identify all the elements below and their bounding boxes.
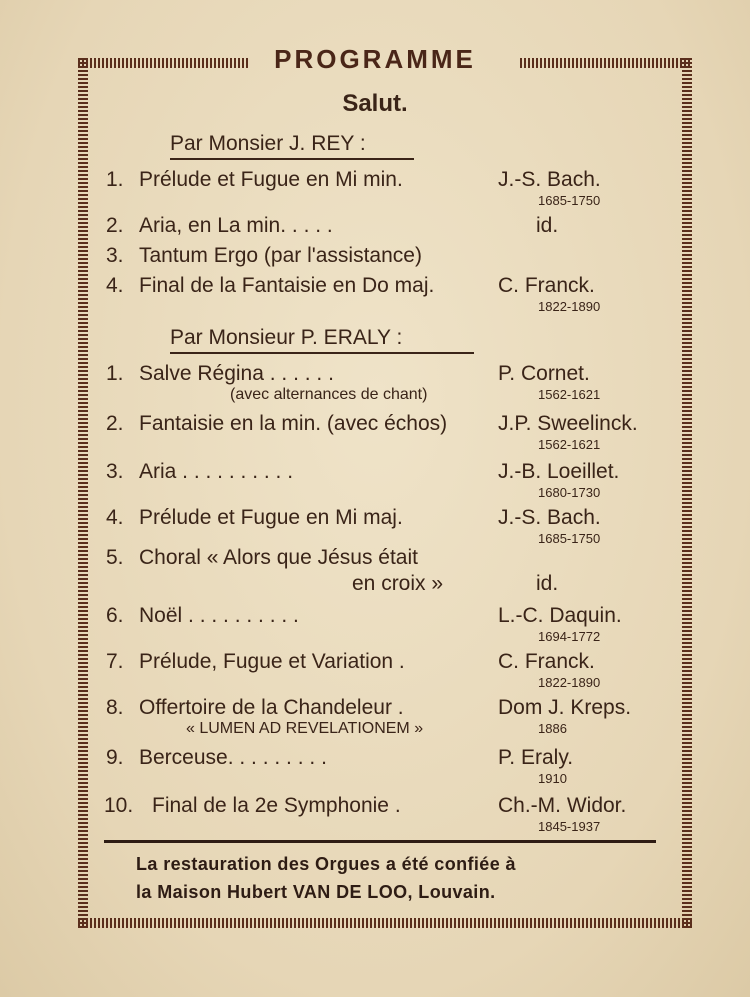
item-number: 4. bbox=[106, 274, 124, 297]
item-dates: 1562-1621 bbox=[538, 387, 601, 402]
item-piece: Fantaisie en la min. (avec échos) bbox=[139, 412, 448, 435]
footer-line-1: La restauration des Orgues a été confiée à bbox=[136, 854, 516, 874]
item-composer: C. Franck. bbox=[498, 650, 595, 673]
item-note: (avec alternances de chant) bbox=[230, 386, 428, 403]
item-dates: 1680-1730 bbox=[538, 485, 601, 500]
item-dates: 1822-1890 bbox=[538, 675, 601, 690]
border-left bbox=[78, 58, 88, 928]
item-number: 2. bbox=[106, 214, 124, 237]
item-piece: Final de la Fantaisie en Do maj. bbox=[139, 274, 435, 297]
item-dates: 1685-1750 bbox=[538, 193, 601, 208]
item-number: 1. bbox=[106, 362, 124, 385]
item-number: 2. bbox=[106, 412, 124, 435]
item-composer: J.-S. Bach. bbox=[498, 506, 601, 529]
item-composer: C. Franck. bbox=[498, 274, 595, 297]
item-piece: Noël . . . . . . . . . . bbox=[139, 604, 299, 627]
item-dates: 1694-1772 bbox=[538, 629, 601, 644]
item-piece: Final de la 2e Symphonie . bbox=[152, 794, 401, 817]
item-number: 10. bbox=[104, 794, 134, 817]
item-piece: Offertoire de la Chandeleur . bbox=[139, 696, 404, 719]
item-note: « LUMEN AD REVELATIONEM » bbox=[186, 720, 424, 737]
item-composer: id. bbox=[536, 572, 559, 595]
performer-rey: Par Monsier J. REY : bbox=[170, 132, 414, 160]
item-composer: J.P. Sweelinck. bbox=[498, 412, 638, 435]
item-dates: 1562-1621 bbox=[538, 437, 601, 452]
item-dates: 1822-1890 bbox=[538, 299, 601, 314]
item-piece: Choral « Alors que Jésus était bbox=[139, 546, 418, 569]
item-composer: J.-S. Bach. bbox=[498, 168, 601, 191]
item-number: 4. bbox=[106, 506, 124, 529]
item-continuation: en croix » bbox=[352, 572, 444, 595]
footer-divider bbox=[104, 840, 656, 843]
item-composer: P. Cornet. bbox=[498, 362, 590, 385]
item-number: 5. bbox=[106, 546, 124, 569]
border-right bbox=[682, 58, 692, 928]
performer-eraly: Par Monsieur P. ERALY : bbox=[170, 326, 474, 354]
item-number: 3. bbox=[106, 244, 124, 267]
item-number: 9. bbox=[106, 746, 124, 769]
item-composer: id. bbox=[536, 214, 559, 237]
item-number: 8. bbox=[106, 696, 124, 719]
item-number: 7. bbox=[106, 650, 124, 673]
item-number: 1. bbox=[106, 168, 124, 191]
item-piece: Prélude et Fugue en Mi maj. bbox=[139, 506, 403, 529]
item-piece: Prélude et Fugue en Mi min. bbox=[139, 168, 403, 191]
item-number: 6. bbox=[106, 604, 124, 627]
item-dates: 1910 bbox=[538, 771, 567, 786]
item-composer: P. Eraly. bbox=[498, 746, 574, 769]
item-composer: Ch.-M. Widor. bbox=[498, 794, 627, 817]
item-piece: Berceuse. . . . . . . . . bbox=[139, 746, 327, 769]
footer-line-2: la Maison Hubert VAN DE LOO, Louvain. bbox=[136, 882, 496, 902]
page-title: PROGRAMME bbox=[274, 44, 476, 74]
item-dates: 1886 bbox=[538, 721, 567, 736]
item-composer: Dom J. Kreps. bbox=[498, 696, 632, 719]
item-dates: 1845-1937 bbox=[538, 819, 601, 834]
border-bottom bbox=[78, 918, 692, 928]
item-piece: Aria . . . . . . . . . . bbox=[139, 460, 294, 483]
page-subtitle: Salut. bbox=[342, 90, 408, 117]
item-dates: 1685-1750 bbox=[538, 531, 601, 546]
item-composer: J.-B. Loeillet. bbox=[498, 460, 620, 483]
item-number: 3. bbox=[106, 460, 124, 483]
item-piece: Tantum Ergo (par l'assistance) bbox=[139, 244, 422, 267]
item-piece: Prélude, Fugue et Variation . bbox=[139, 650, 405, 673]
item-piece: Salve Régina . . . . . . bbox=[139, 362, 334, 385]
item-piece: Aria, en La min. . . . . bbox=[139, 214, 333, 237]
item-composer: L.-C. Daquin. bbox=[498, 604, 622, 627]
